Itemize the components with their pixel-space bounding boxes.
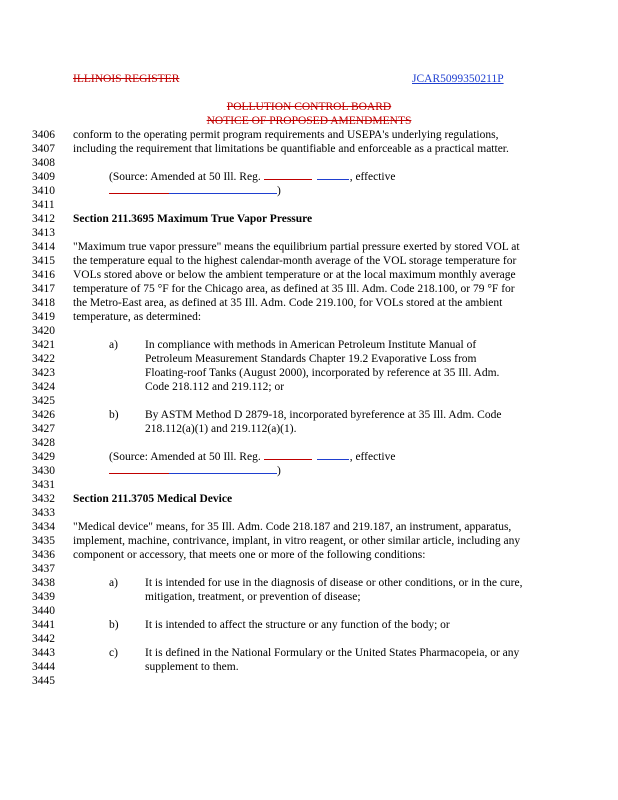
paragraph-line: implement, machine, contrivance, implant, in vitro reagent, or other similar article, including any xyxy=(73,535,521,547)
line-number: 3420 xyxy=(32,325,55,337)
list-item-line: mitigation, treatment, or prevention of disease; xyxy=(145,591,361,603)
line-number: 3438 xyxy=(32,577,55,589)
line-number: 3417 xyxy=(32,283,55,295)
inserted-placeholder xyxy=(169,464,277,474)
agency-title: POLLUTION CONTROL BOARD xyxy=(226,101,392,113)
line-number: 3430 xyxy=(32,465,55,477)
paragraph-line: temperature of 75 °F for the Chicago area, as defined at 35 Ill. Adm. Code 218.100, or 79 °F for xyxy=(73,283,515,295)
line-number: 3414 xyxy=(32,241,55,253)
source-note-1 xyxy=(109,170,395,184)
line-number: 3435 xyxy=(32,535,55,547)
line-number: 3428 xyxy=(32,437,55,449)
list-item-line: It is intended for use in the diagnosis of disease or other conditions, or in the cure, xyxy=(145,577,523,589)
line-number: 3418 xyxy=(32,297,55,309)
line-number: 3441 xyxy=(32,619,55,631)
line-number: 3442 xyxy=(32,633,55,645)
line-number: 3440 xyxy=(32,605,55,617)
paragraph-line: component or accessory, that meets one or more of the following conditions: xyxy=(73,549,426,561)
paragraph-line: the temperature equal to the highest calendar-month average of the VOL storage temperature for xyxy=(73,255,517,267)
line-number: 3434 xyxy=(32,521,55,533)
line-number: 3437 xyxy=(32,563,55,575)
line-number: 3410 xyxy=(32,185,55,197)
line-number: 3423 xyxy=(32,367,55,379)
list-letter: b) xyxy=(109,619,119,631)
list-letter: c) xyxy=(109,647,118,659)
section-heading: Section 211.3705 Medical Device xyxy=(73,493,233,505)
jcar-code-link[interactable]: JCAR5099350211P xyxy=(412,73,504,85)
line-number: 3444 xyxy=(32,661,55,673)
paragraph-line: "Maximum true vapor pressure" means the equilibrium partial pressure exerted by stored VOL at xyxy=(73,241,520,253)
list-item-line: Floating-roof Tanks (August 2000), incorporated by reference at 35 Ill. Adm. xyxy=(145,367,500,379)
line-number: 3416 xyxy=(32,269,55,281)
source-effective: , effective xyxy=(349,171,396,183)
line-number: 3427 xyxy=(32,423,55,435)
list-letter: a) xyxy=(109,339,118,351)
line-number: 3406 xyxy=(32,129,55,141)
list-item-line: It is intended to affect the structure or any function of the body; or xyxy=(145,619,450,631)
line-number: 3436 xyxy=(32,549,55,561)
source-close: ) xyxy=(277,465,281,477)
source-note-1-cont xyxy=(109,184,281,198)
source-note-2 xyxy=(109,450,395,464)
line-number: 3432 xyxy=(32,493,55,505)
line-number: 3439 xyxy=(32,591,55,603)
line-number: 3433 xyxy=(32,507,55,519)
line-number: 3445 xyxy=(32,675,55,687)
paragraph-line: temperature, as determined: xyxy=(73,311,202,323)
source-effective: , effective xyxy=(349,451,396,463)
line-number: 3415 xyxy=(32,255,55,267)
section-heading: Section 211.3695 Maximum True Vapor Pressure xyxy=(73,213,313,225)
list-item-line: supplement to them. xyxy=(145,661,239,673)
list-item-line: Petroleum Measurement Standards Chapter 19.2 Evaporative Loss from xyxy=(145,353,477,365)
line-number: 3431 xyxy=(32,479,55,491)
paragraph-line: VOLs stored above or below the ambient temperature or at the local maximum monthly average xyxy=(73,269,516,281)
source-note-2-cont xyxy=(109,464,281,478)
list-item-line: 218.112(a)(1) and 219.112(a)(1). xyxy=(145,423,297,435)
line-number: 3407 xyxy=(32,143,55,155)
source-label: (Source: Amended at 50 Ill. Reg. xyxy=(109,451,261,463)
line-number: 3408 xyxy=(32,157,55,169)
list-item-line: In compliance with methods in American Petroleum Institute Manual of xyxy=(145,339,477,351)
source-close: ) xyxy=(277,185,281,197)
line-number: 3429 xyxy=(32,451,55,463)
line-number: 3419 xyxy=(32,311,55,323)
paragraph-line: "Medical device" means, for 35 Ill. Adm. Code 218.187 and 219.187, an instrument, apparatus, xyxy=(73,521,512,533)
line-number: 3411 xyxy=(32,199,55,211)
deleted-placeholder xyxy=(109,184,169,194)
inserted-placeholder xyxy=(317,450,349,460)
deleted-placeholder xyxy=(264,450,312,460)
paragraph-line: including the requirement that limitations be quantifiable and enforceable as a practical matter. xyxy=(73,143,509,155)
line-number: 3413 xyxy=(32,227,55,239)
line-number: 3426 xyxy=(32,409,55,421)
register-title: ILLINOIS REGISTER xyxy=(73,73,180,85)
inserted-placeholder xyxy=(169,184,277,194)
line-number: 3412 xyxy=(32,213,55,225)
line-number: 3424 xyxy=(32,381,55,393)
notice-title: NOTICE OF PROPOSED AMENDMENTS xyxy=(206,115,412,127)
list-letter: b) xyxy=(109,409,119,421)
deleted-placeholder xyxy=(109,464,169,474)
line-number: 3443 xyxy=(32,647,55,659)
list-item-line: It is defined in the National Formulary or the United States Pharmacopeia, or any xyxy=(145,647,520,659)
inserted-placeholder xyxy=(317,170,349,180)
line-number: 3422 xyxy=(32,353,55,365)
deleted-placeholder xyxy=(264,170,312,180)
paragraph-line: the Metro-East area, as defined at 35 Ill. Adm. Code 219.100, for VOLs stored at the ambient xyxy=(73,297,503,309)
list-letter: a) xyxy=(109,577,118,589)
line-number: 3425 xyxy=(32,395,55,407)
line-number: 3409 xyxy=(32,171,55,183)
source-label: (Source: Amended at 50 Ill. Reg. xyxy=(109,171,261,183)
line-number: 3421 xyxy=(32,339,55,351)
list-item-line: By ASTM Method D 2879-18, incorporated byreference at 35 Ill. Adm. Code xyxy=(145,409,502,421)
list-item-line: Code 218.112 and 219.112; or xyxy=(145,381,285,393)
paragraph-line: conform to the operating permit program requirements and USEPA's underlying regulations, xyxy=(73,129,499,141)
